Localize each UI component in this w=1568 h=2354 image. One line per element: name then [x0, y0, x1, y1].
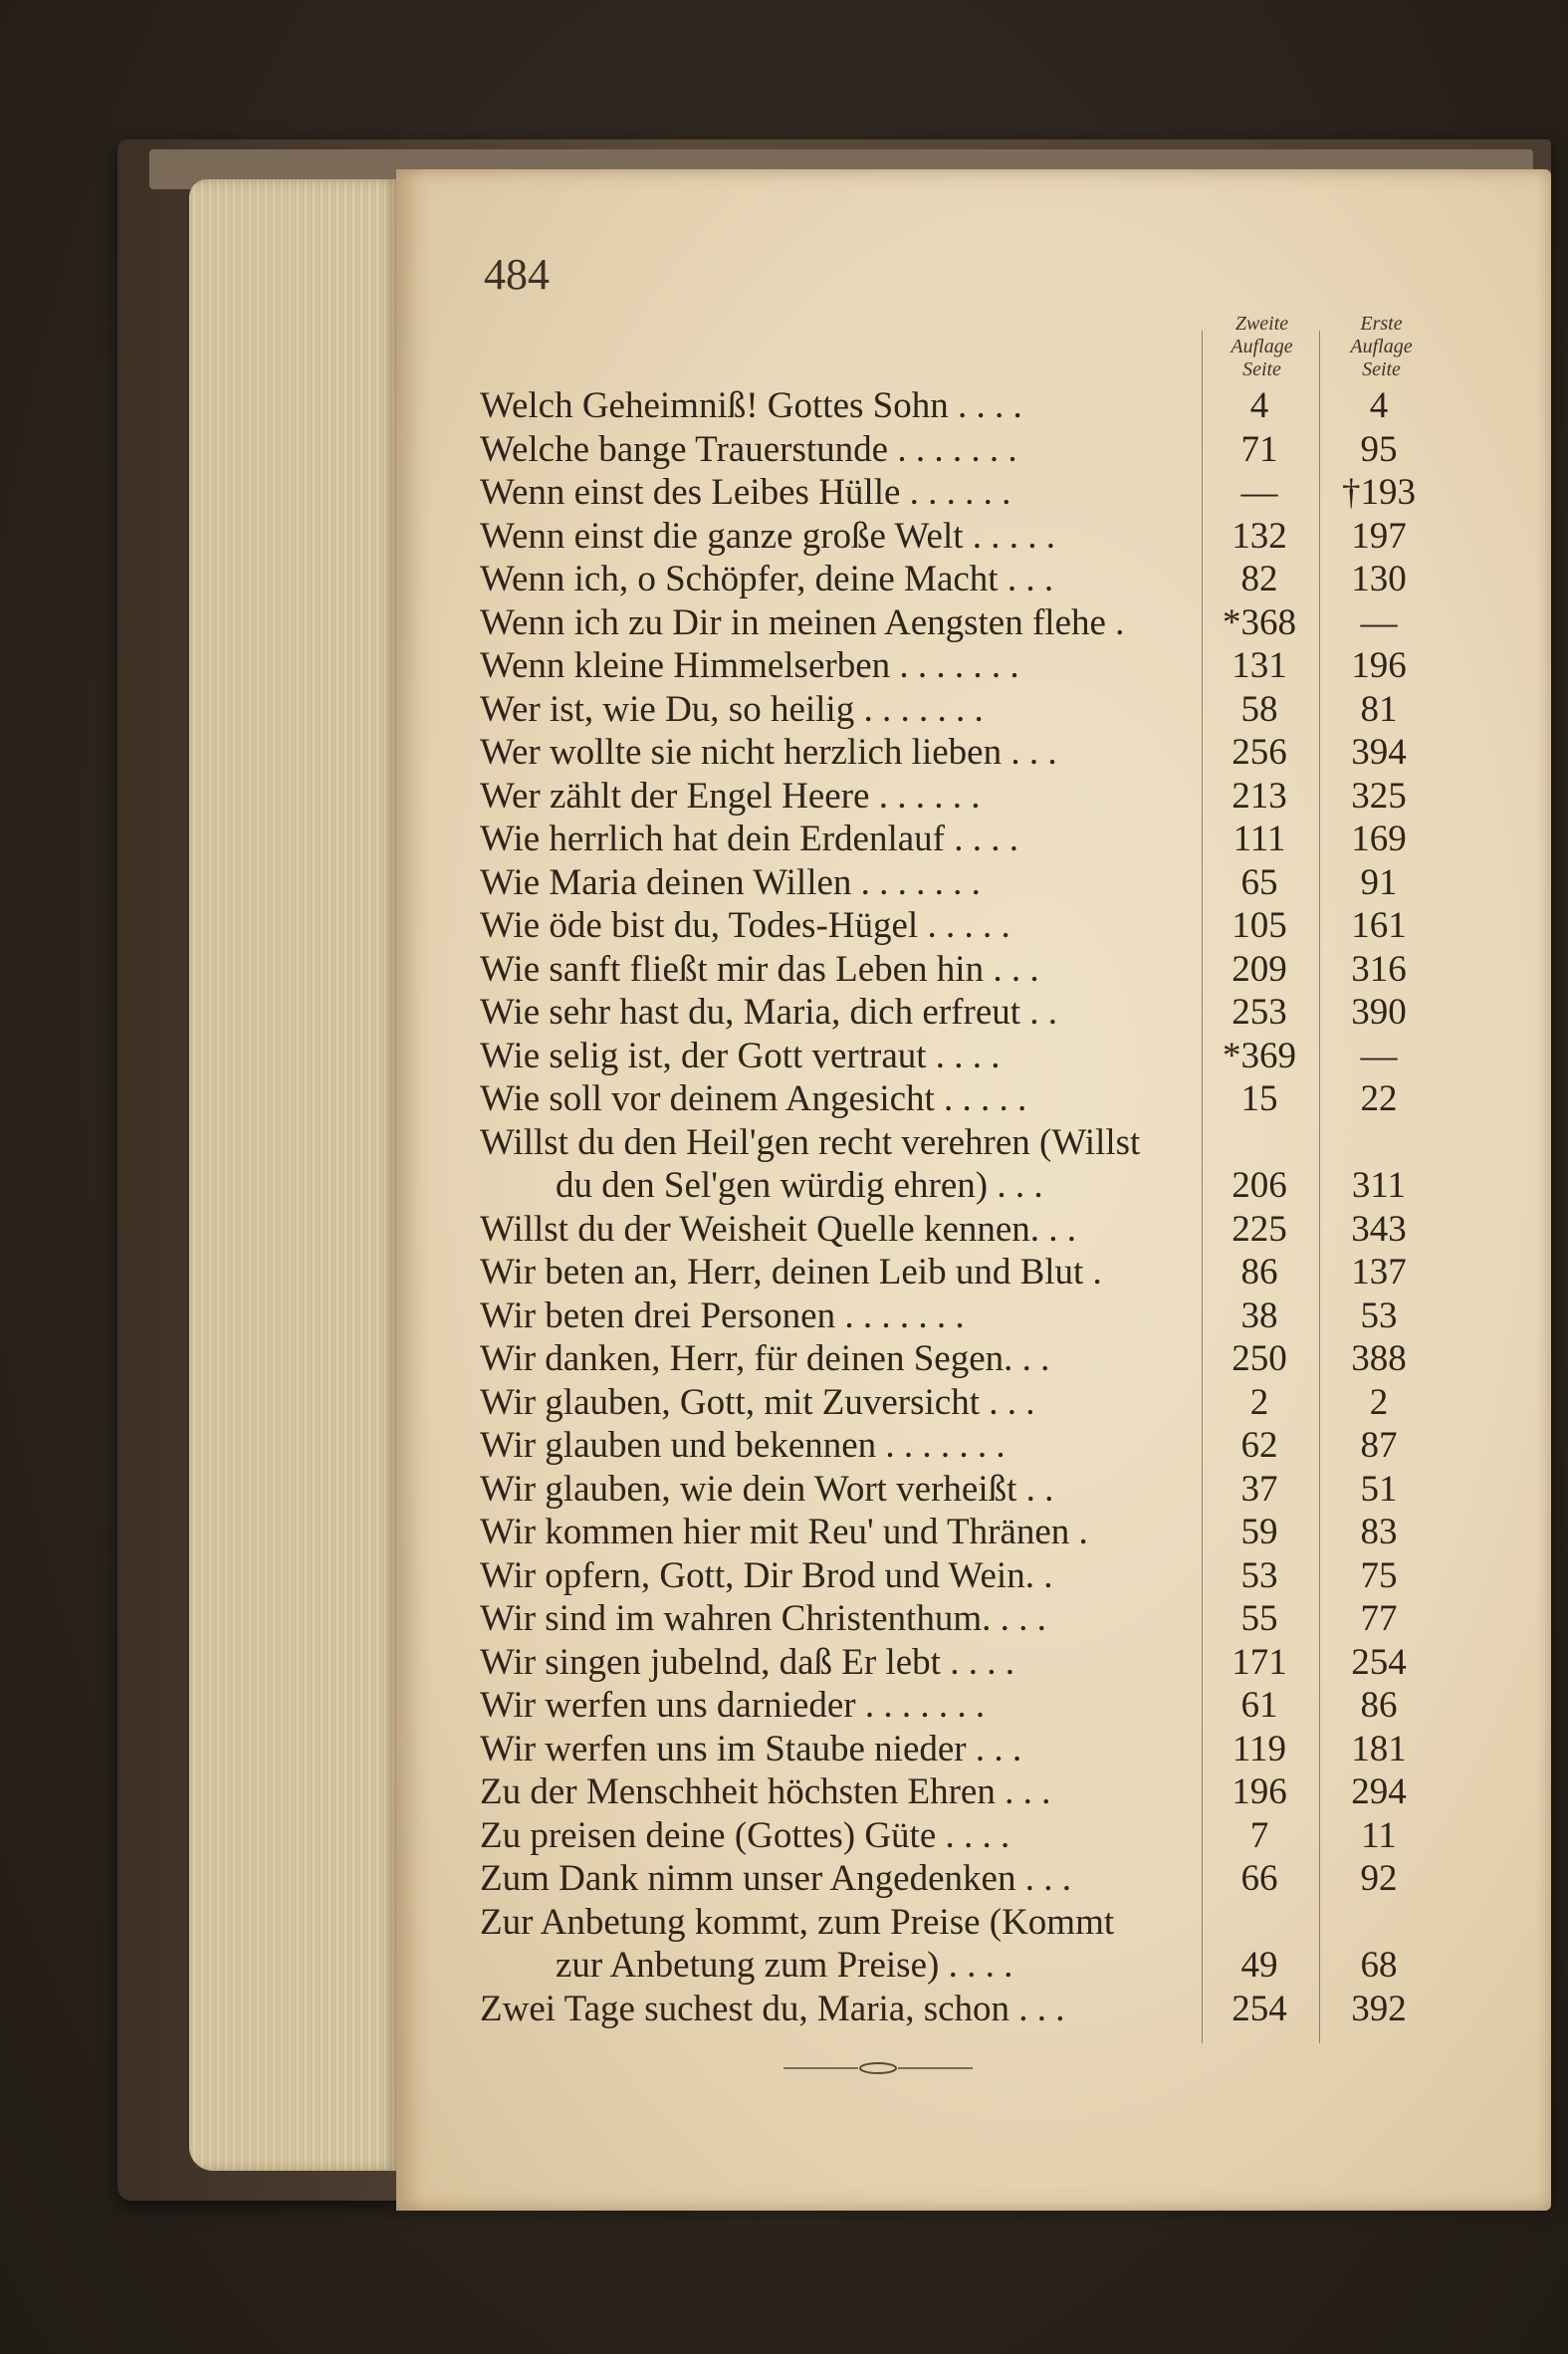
entry-page-second-edition: 82: [1240, 559, 1278, 599]
index-entry: [480, 384, 1475, 428]
entry-page-second-edition: 253: [1232, 992, 1287, 1033]
index-entry: [480, 1208, 1475, 1252]
entry-page-first-edition: 75: [1360, 1554, 1398, 1596]
entry-page-first-edition: 169: [1351, 819, 1407, 859]
entry-page-first-edition: 196: [1351, 645, 1407, 686]
entry-page-second-edition: 59: [1240, 1512, 1278, 1552]
entry-page-first-edition: 130: [1351, 559, 1407, 599]
entry-title-line: Wir werfen uns darnieder . . . . . . .: [480, 1685, 986, 1726]
column-headers: [480, 303, 1475, 384]
entry-page-second-edition: 105: [1232, 905, 1287, 946]
entry-title-line: Wie Maria deinen Willen . . . . . . .: [480, 861, 981, 903]
entry-title-line: Wir kommen hier mit Reu' und Thränen .: [480, 1512, 1088, 1552]
index-entry: [480, 1814, 1475, 1858]
entry-title-line: Wir beten drei Personen . . . . . . .: [480, 1295, 965, 1336]
entry-title: [480, 644, 1197, 688]
entry-page-first-edition: 197: [1351, 515, 1407, 557]
entry-title: [480, 1251, 1197, 1295]
index-entry: [480, 1988, 1475, 2031]
entry-page-second-edition: 206: [1232, 1165, 1287, 1206]
entry-title-line: Wir sind im wahren Christenthum. . . .: [480, 1598, 1046, 1639]
entry-title-line: Welche bange Trauerstunde . . . . . . .: [480, 428, 1017, 470]
entry-title: [480, 1770, 1197, 1814]
entry-page-second-edition: 213: [1232, 775, 1287, 817]
index-entries: [480, 384, 1475, 2030]
entry-page-first-edition: 87: [1360, 1425, 1398, 1466]
entry-page-first-edition: 254: [1351, 1641, 1407, 1683]
entry-page-second-edition: 53: [1240, 1554, 1278, 1596]
entry-page-second-edition: 132: [1232, 515, 1287, 557]
entry-page-second-edition: 2: [1249, 1381, 1269, 1423]
index-entry: [480, 1337, 1475, 1381]
entry-page-second-edition: 71: [1240, 428, 1278, 470]
entry-page-first-edition: 316: [1351, 948, 1407, 990]
closing-ornament: [779, 2058, 978, 2078]
entry-page-second-edition: *368: [1223, 601, 1296, 643]
entry-title-line: Wir opfern, Gott, Dir Brod und Wein. .: [480, 1554, 1053, 1596]
entry-page-first-edition: 51: [1360, 1468, 1398, 1510]
entry-page-second-edition: 37: [1240, 1468, 1278, 1510]
entry-title-line: Wenn kleine Himmelserben . . . . . . .: [480, 645, 1019, 686]
entry-page-second-edition: *369: [1223, 1035, 1296, 1076]
book-page: [396, 169, 1551, 2211]
entry-title: [480, 688, 1197, 732]
entry-title: [480, 818, 1197, 861]
index-entry: [480, 775, 1475, 819]
entry-page-first-edition: 392: [1351, 1988, 1407, 2029]
header-second-edition: [1205, 313, 1319, 381]
entry-title-line: Wer zählt der Engel Heere . . . . . .: [480, 775, 981, 817]
entry-title: [480, 558, 1197, 601]
page-content: [480, 249, 1475, 2082]
entry-title: [480, 1857, 1197, 1901]
index-entry: [480, 1077, 1475, 1121]
header-first-line-3: Seite: [1362, 358, 1401, 380]
index-entry: [480, 1597, 1475, 1641]
entry-page-second-edition: 171: [1232, 1641, 1287, 1683]
index-entry: [480, 731, 1475, 775]
index-entry: [480, 1381, 1475, 1425]
entry-title-line: Wie sehr hast du, Maria, dich erfreut . .: [480, 992, 1058, 1033]
index-entry: [480, 904, 1475, 948]
entry-title-line: Wie soll vor deinem Angesicht . . . . .: [480, 1078, 1027, 1119]
entry-title: [480, 991, 1197, 1035]
index-entry: [480, 1728, 1475, 1771]
entry-page-second-edition: 7: [1249, 1814, 1269, 1856]
entry-page-first-edition: 95: [1360, 428, 1398, 470]
entry-title: [480, 471, 1197, 515]
entry-page-second-edition: 256: [1232, 732, 1287, 773]
entry-page-second-edition: 62: [1240, 1425, 1278, 1466]
entry-title-line: Wir glauben, wie dein Wort verheißt . .: [480, 1468, 1054, 1510]
entry-title-line: Willst du der Weisheit Quelle kennen. . .: [480, 1208, 1077, 1250]
entry-title-line: Wie herrlich hat dein Erdenlauf . . . .: [480, 819, 1018, 859]
entry-title-line: Zwei Tage suchest du, Maria, schon . . .: [480, 1988, 1065, 2029]
entry-title: [480, 1468, 1197, 1512]
entry-title-line: Wie öde bist du, Todes-Hügel . . . . .: [480, 905, 1010, 946]
entry-page-first-edition: 92: [1360, 1858, 1398, 1899]
index-entry: [480, 471, 1475, 515]
index-entry: [480, 644, 1475, 688]
entry-title-line: Wir singen jubelnd, daß Er lebt . . . .: [480, 1641, 1014, 1683]
entry-page-first-edition: 53: [1360, 1295, 1398, 1336]
entry-page-second-edition: —: [1240, 472, 1278, 513]
entry-title-line: Wer ist, wie Du, so heilig . . . . . . .: [480, 688, 984, 730]
entry-page-first-edition: 11: [1361, 1814, 1397, 1856]
entry-title-line: Wie sanft fließt mir das Leben hin . . .: [480, 948, 1039, 990]
entry-title-continuation: zur Anbetung zum Preise) . . . .: [556, 1945, 1013, 1986]
entry-page-second-edition: 111: [1232, 819, 1286, 859]
entry-page-first-edition: 325: [1351, 775, 1407, 817]
index-entry: [480, 1554, 1475, 1598]
entry-title: [480, 1077, 1197, 1121]
entry-page-second-edition: 225: [1232, 1208, 1287, 1250]
index-entry: [480, 948, 1475, 992]
header-first-line-1: Erste: [1360, 313, 1403, 335]
header-second-line-2: Auflage: [1231, 336, 1293, 357]
entry-title-line: Zur Anbetung kommt, zum Preise (Kommt: [480, 1901, 1115, 1943]
index-entry: [480, 1857, 1475, 1901]
entry-title: [480, 1814, 1197, 1858]
entry-title: [480, 731, 1197, 775]
entry-title: [480, 1988, 1197, 2031]
entry-page-second-edition: 209: [1232, 948, 1287, 990]
index-entry: [480, 1121, 1475, 1208]
entry-title: [480, 1684, 1197, 1728]
entry-title: [480, 1901, 1197, 1988]
entry-title: [480, 948, 1197, 992]
index-entry: [480, 1511, 1475, 1554]
entry-title-continuation: du den Sel'gen würdig ehren) . . .: [556, 1165, 1043, 1206]
entry-page-second-edition: 250: [1232, 1338, 1287, 1379]
entry-title: [480, 1121, 1197, 1208]
entry-title: [480, 1295, 1197, 1338]
index-entry: [480, 991, 1475, 1035]
entry-title-line: Zu der Menschheit höchsten Ehren . . .: [480, 1771, 1051, 1812]
entry-title: [480, 515, 1197, 559]
entry-page-second-edition: 119: [1232, 1728, 1287, 1769]
index-entry: [480, 1035, 1475, 1078]
entry-page-second-edition: 254: [1232, 1988, 1287, 2029]
entry-title-line: Wer wollte sie nicht herzlich lieben . . .: [480, 732, 1057, 773]
entry-page-first-edition: 83: [1360, 1512, 1398, 1552]
index-entry: [480, 1295, 1475, 1338]
entry-title: [480, 428, 1197, 472]
index-entry: [480, 818, 1475, 861]
index-entry: [480, 428, 1475, 472]
index-entry: [480, 1901, 1475, 1988]
page-number: 484: [484, 250, 550, 299]
entry-page-first-edition: —: [1360, 1035, 1398, 1076]
entry-title: [480, 601, 1197, 645]
entry-title-line: Wir danken, Herr, für deinen Segen. . .: [480, 1338, 1050, 1379]
index-entry: [480, 1641, 1475, 1685]
entry-title-line: Wir werfen uns im Staube nieder . . .: [480, 1728, 1022, 1769]
entry-page-first-edition: 137: [1351, 1252, 1407, 1293]
entry-title: [480, 1597, 1197, 1641]
entry-title-line: Welch Geheimniß! Gottes Sohn . . . .: [480, 385, 1022, 426]
entry-title-line: Wenn ich zu Dir in meinen Aengsten flehe .: [480, 601, 1125, 643]
entry-page-second-edition: 58: [1240, 688, 1278, 730]
entry-page-second-edition: 55: [1240, 1598, 1278, 1639]
entry-title: [480, 1511, 1197, 1554]
entry-page-first-edition: 77: [1360, 1598, 1398, 1639]
entry-page-first-edition: †193: [1342, 472, 1416, 513]
entry-page-first-edition: 343: [1351, 1208, 1407, 1250]
entry-title-line: Wenn einst des Leibes Hülle . . . . . .: [480, 472, 1011, 513]
entry-title: [480, 1554, 1197, 1598]
entry-title: [480, 1641, 1197, 1685]
entry-page-first-edition: 4: [1369, 385, 1389, 426]
page-stack-edges: [189, 179, 398, 2171]
index-entry: [480, 1770, 1475, 1814]
index-entry: [480, 1424, 1475, 1468]
entry-title: [480, 1424, 1197, 1468]
entry-title-line: Zum Dank nimm unser Angedenken . . .: [480, 1858, 1071, 1899]
entry-page-first-edition: —: [1360, 601, 1398, 643]
entry-title: [480, 861, 1197, 905]
header-first-line-2: Auflage: [1350, 336, 1413, 357]
entry-title: [480, 1728, 1197, 1771]
entry-title: [480, 1337, 1197, 1381]
index-entry: [480, 1468, 1475, 1512]
entry-page-second-edition: 4: [1249, 385, 1269, 426]
entry-page-first-edition: 161: [1351, 905, 1407, 946]
index-entry: [480, 1684, 1475, 1728]
entry-page-second-edition: 49: [1240, 1945, 1278, 1986]
entry-page-second-edition: 196: [1232, 1771, 1287, 1812]
entry-page-second-edition: 66: [1240, 1858, 1278, 1899]
entry-page-first-edition: 394: [1351, 732, 1407, 773]
entry-page-first-edition: 86: [1360, 1685, 1398, 1726]
header-second-line-3: Seite: [1242, 358, 1281, 380]
entry-page-first-edition: 2: [1369, 1381, 1389, 1423]
entry-page-first-edition: 388: [1351, 1338, 1407, 1379]
entry-title-line: Willst du den Heil'gen recht verehren (Willst: [480, 1121, 1141, 1163]
entry-page-first-edition: 390: [1351, 992, 1407, 1033]
entry-page-first-edition: 181: [1351, 1728, 1407, 1769]
entry-title: [480, 384, 1197, 428]
entry-title-line: Wie selig ist, der Gott vertraut . . . .: [480, 1035, 1001, 1076]
entry-title: [480, 1208, 1197, 1252]
entry-title: [480, 775, 1197, 819]
entry-page-second-edition: 15: [1240, 1078, 1278, 1119]
entry-title: [480, 1381, 1197, 1425]
entry-title-line: Zu preisen deine (Gottes) Güte . . . .: [480, 1814, 1010, 1856]
entry-page-first-edition: 311: [1351, 1165, 1407, 1206]
entry-title-line: Wir glauben und bekennen . . . . . . .: [480, 1425, 1006, 1466]
entry-page-first-edition: 91: [1360, 861, 1398, 903]
index-entry: [480, 601, 1475, 645]
index-entry: [480, 688, 1475, 732]
index-entry: [480, 558, 1475, 601]
index-entry: [480, 515, 1475, 559]
entry-page-second-edition: 86: [1240, 1252, 1278, 1293]
entry-title-line: Wenn einst die ganze große Welt . . . . .: [480, 515, 1055, 557]
entry-page-second-edition: 131: [1232, 645, 1287, 686]
entry-title-line: Wir beten an, Herr, deinen Leib und Blut .: [480, 1252, 1102, 1293]
entry-page-first-edition: 81: [1360, 688, 1398, 730]
entry-page-first-edition: 22: [1360, 1078, 1398, 1119]
entry-page-second-edition: 61: [1240, 1685, 1278, 1726]
entry-title-line: Wir glauben, Gott, mit Zuversicht . . .: [480, 1381, 1035, 1423]
entry-page-second-edition: 38: [1240, 1295, 1278, 1336]
entry-page-first-edition: 294: [1351, 1771, 1407, 1812]
index-entry: [480, 1251, 1475, 1295]
entry-title: [480, 904, 1197, 948]
header-second-line-1: Zweite: [1234, 313, 1289, 335]
header-first-edition: [1324, 313, 1439, 381]
entry-title: [480, 1035, 1197, 1078]
entry-page-second-edition: 65: [1240, 861, 1278, 903]
index-entry: [480, 861, 1475, 905]
entry-title-line: Wenn ich, o Schöpfer, deine Macht . . .: [480, 559, 1054, 599]
entry-page-first-edition: 68: [1360, 1945, 1398, 1986]
